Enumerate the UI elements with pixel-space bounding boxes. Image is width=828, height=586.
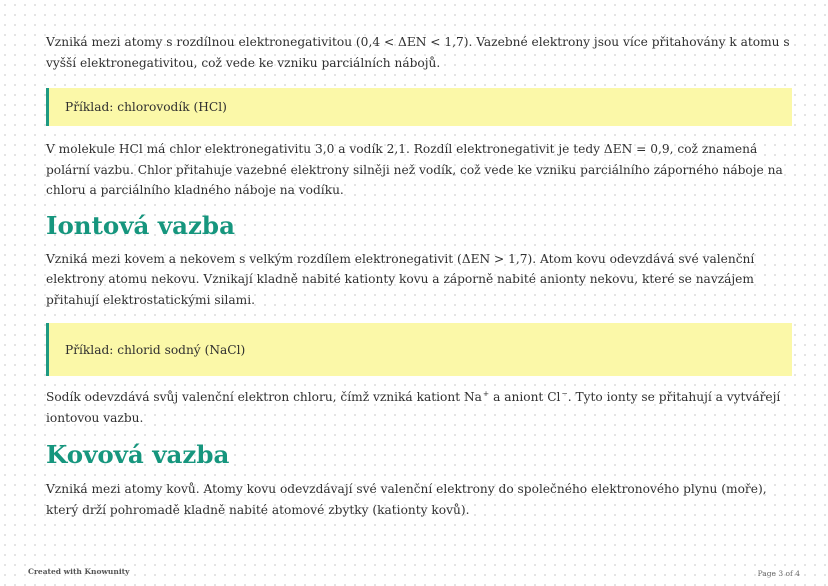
nacl-text-part2: a aniont Cl (489, 390, 561, 404)
polar-bond-intro: Vzniká mezi atomy s rozdílnou elektronegativitou (0,4 < ΔEN < 1,7). Vazebné elektrony jsou více přitahovány k atomu s vyšší elektronegativitou, což vede ke vzniku parciálních nábojů. (46, 35, 790, 70)
nacl-text-part3: . Tyto ionty se přitahují a vytvářejí iontovou vazbu. (46, 390, 781, 425)
page-number: Page 3 of 4 (757, 569, 800, 578)
example-label-hcl: Příklad: chlorovodík (HCl) (65, 100, 227, 114)
example-box-nacl (46, 323, 792, 376)
metallic-bond-intro: Vzniká mezi atomy kovů. Atomy kovu odevzdávají své valenční elektrony do společného elektronového plynu (moře), který drží pohromadě kladně nabité atomové zbytky (kationty kovů). (46, 482, 767, 517)
ionic-bond-intro: Vzniká mezi kovem a nekovem s velkým rozdílem elektronegativit (ΔEN > 1,7). Atom kovu odevzdává své valenční elektrony atomu nekovu. Vznikají kladně nabité kationty kovu a záporně nabité anionty nekovu, které se navzájem přitahují elektrostatickými silami. (46, 251, 755, 307)
nacl-example-text (46, 384, 792, 428)
footer-credit: Created with Knowunity (28, 567, 130, 576)
anion-charge: − (561, 389, 568, 398)
heading-ionic-bond: Iontová vazba (46, 210, 235, 240)
heading-metallic-bond: Kovová vazba (46, 440, 230, 469)
document-content (46, 0, 792, 520)
nacl-text-part1: Sodík odevzdává svůj valenční elektron chloru, čímž vzniká kationt Na (46, 390, 482, 404)
cation-charge: + (482, 389, 490, 398)
hcl-example-text: V molekule HCl má chlor elektronegativitu 3,0 a vodík 2,1. Rozdíl elektronegativit je tedy ΔEN = 0,9, což znamená polární vazbu. Chlor přitahuje vazebné elektrony silněji než vodík, což vede ke vzniku parciálního záporného náboje na chloru a parciálního kladného náboje na vodíku. (46, 142, 783, 197)
example-label-nacl: Příklad: chlorid sodný (NaCl) (65, 342, 246, 357)
example-box-hcl (46, 88, 792, 126)
